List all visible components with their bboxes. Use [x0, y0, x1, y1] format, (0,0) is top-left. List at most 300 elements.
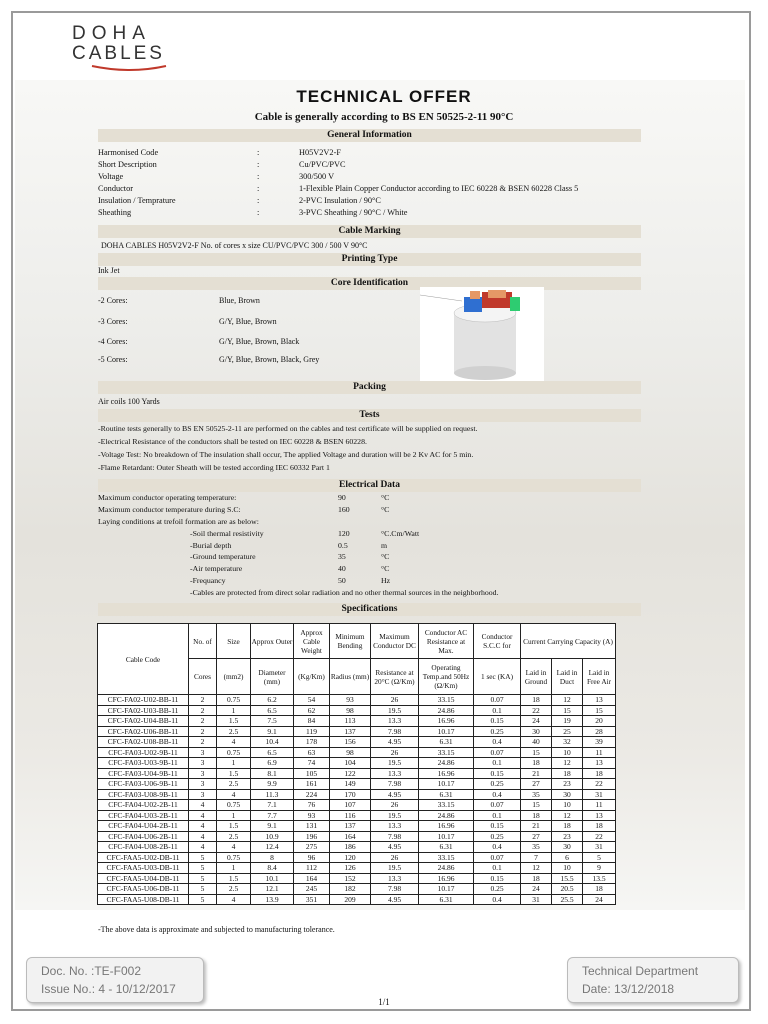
table-row [98, 863, 616, 874]
table-cell: 12 [552, 695, 583, 706]
table-row [98, 716, 616, 727]
core-label: -4 Cores: [98, 337, 128, 346]
table-cell: 224 [294, 789, 330, 800]
table-cell: 107 [330, 800, 371, 811]
table-cell: 13.3 [371, 716, 419, 727]
table-row [98, 768, 616, 779]
table-cell: 0.1 [474, 810, 521, 821]
table-cell: 4 [189, 810, 217, 821]
condition-label: -Soil thermal resistivity [190, 529, 264, 538]
table-cell: 23 [552, 831, 583, 842]
table-cell: 0.1 [474, 863, 521, 874]
table-cell: 5 [189, 894, 217, 905]
table-cell: 25.5 [552, 894, 583, 905]
table-row [98, 705, 616, 716]
section-electrical-heading: Electrical Data [98, 479, 641, 492]
condition-label: -Air temperature [190, 564, 243, 573]
table-cell: 28 [583, 726, 616, 737]
th-dc-top: Maximum Conductor DC [371, 624, 419, 659]
table-row [98, 894, 616, 905]
table-cell: 7 [521, 852, 552, 863]
table-cell: 112 [294, 863, 330, 874]
table-row [98, 810, 616, 821]
table-cell: 0.07 [474, 747, 521, 758]
table-cell: 3 [189, 789, 217, 800]
table-cell: 21 [521, 821, 552, 832]
table-cell: 35 [521, 789, 552, 800]
table-cell: 12.4 [251, 842, 294, 853]
table-cell: 126 [330, 863, 371, 874]
table-cell: 76 [294, 800, 330, 811]
table-cell: 19.5 [371, 863, 419, 874]
table-cell: 6.31 [419, 737, 474, 748]
th-dc-bot: Resistance at 20°C (Ω/Km) [371, 659, 419, 695]
table-cell: 22 [583, 779, 616, 790]
table-cell: 16.96 [419, 768, 474, 779]
table-cell: 0.25 [474, 831, 521, 842]
table-cell: 182 [330, 884, 371, 895]
core-colors: Blue, Brown [219, 296, 260, 305]
table-cell: 32 [552, 737, 583, 748]
core-colors: G/Y, Blue, Brown, Black [219, 337, 300, 346]
table-cell: 27 [521, 831, 552, 842]
condition-unit: °C.Cm/Watt [381, 529, 420, 538]
table-cell: 18 [583, 821, 616, 832]
condition-label: -Frequancy [190, 576, 226, 585]
table-cell: 5 [189, 863, 217, 874]
footnote: -The above data is approximate and subjected to manufacturing tolerance. [98, 925, 335, 934]
th-sc-bot: 1 sec (KA) [474, 659, 521, 695]
laying-conditions-label: Laying conditions at trefoil formation are as below: [98, 517, 259, 526]
table-cell: CFC-FA03-U04-9B-11 [98, 768, 189, 779]
table-cell: 22 [583, 831, 616, 842]
table-cell: 84 [294, 716, 330, 727]
table-cell: 30 [552, 842, 583, 853]
table-cell: 5 [189, 852, 217, 863]
table-cell: 131 [294, 821, 330, 832]
general-value: 3-PVC Sheathing / 90°C / White [299, 208, 408, 217]
table-cell: 186 [330, 842, 371, 853]
table-cell: 33.15 [419, 695, 474, 706]
table-cell: CFC-FA02-U04-BB-11 [98, 716, 189, 727]
table-row [98, 873, 616, 884]
table-cell: 6.2 [251, 695, 294, 706]
logo-line1: DOHA [72, 23, 151, 44]
table-cell: 63 [294, 747, 330, 758]
table-cell: 9.9 [251, 779, 294, 790]
table-cell: 19 [552, 716, 583, 727]
table-cell: 7.98 [371, 884, 419, 895]
table-cell: 9 [583, 863, 616, 874]
table-cell: 23 [552, 779, 583, 790]
table-cell: 7.1 [251, 800, 294, 811]
table-cell: 18 [583, 884, 616, 895]
table-cell: 275 [294, 842, 330, 853]
table-cell: 1.5 [217, 716, 251, 727]
condition-label: -Burial depth [190, 541, 232, 550]
table-cell: 1.5 [217, 768, 251, 779]
table-cell: 0.1 [474, 705, 521, 716]
th-ac-bot: Operating Temp.and 50Hz (Ω/Km) [419, 659, 474, 695]
table-cell: 93 [330, 695, 371, 706]
table-cell: 33.15 [419, 852, 474, 863]
table-cell: 11 [583, 747, 616, 758]
condition-unit: Hz [381, 576, 391, 585]
table-cell: 7.98 [371, 726, 419, 737]
general-label: Short Description [98, 160, 157, 169]
table-cell: 16.96 [419, 716, 474, 727]
table-cell: CFC-FA02-U08-BB-11 [98, 737, 189, 748]
table-cell: 54 [294, 695, 330, 706]
table-cell: 31 [583, 789, 616, 800]
page-number: 1/1 [378, 997, 390, 1007]
condition-value: 120 [338, 529, 350, 538]
table-cell: 18 [552, 768, 583, 779]
electrical-label: Maximum conductor temperature during S.C: [98, 505, 241, 514]
table-cell: 3 [189, 758, 217, 769]
th-duct: Laid in Duct [552, 659, 583, 695]
logo-line2: CABLES [72, 43, 165, 64]
table-cell: 4 [189, 842, 217, 853]
table-cell: 0.15 [474, 716, 521, 727]
table-cell: 4 [217, 789, 251, 800]
table-cell: 26 [371, 747, 419, 758]
table-cell: CFC-FA03-U03-9B-11 [98, 758, 189, 769]
table-cell: 3 [189, 747, 217, 758]
printing-type-text: Ink Jet [98, 266, 120, 275]
table-cell: 5 [583, 852, 616, 863]
table-cell: 113 [330, 716, 371, 727]
general-label: Conductor [98, 184, 134, 193]
table-cell: CFC-FA04-U04-2B-11 [98, 821, 189, 832]
table-cell: 39 [583, 737, 616, 748]
table-cell: 12 [552, 810, 583, 821]
table-row [98, 852, 616, 863]
table-cell: 11 [583, 800, 616, 811]
table-cell: 7.5 [251, 716, 294, 727]
table-cell: 22 [521, 705, 552, 716]
table-cell: 18 [521, 695, 552, 706]
table-cell: 0.25 [474, 884, 521, 895]
table-cell: 6.5 [251, 705, 294, 716]
th-air: Laid in Free Air [583, 659, 616, 695]
table-cell: 104 [330, 758, 371, 769]
section-general-heading: General Information [98, 129, 641, 142]
table-cell: CFC-FAA5-U08-DB-11 [98, 894, 189, 905]
table-cell: 6.31 [419, 894, 474, 905]
table-cell: 4.95 [371, 789, 419, 800]
table-cell: 1 [217, 810, 251, 821]
general-label: Harmonised Code [98, 148, 159, 157]
table-cell: 4 [217, 894, 251, 905]
table-cell: 12 [552, 758, 583, 769]
table-row [98, 800, 616, 811]
table-cell: 18 [552, 821, 583, 832]
test-line: -Routine tests generally to BS EN 50525-2-11 are performed on the cables and test certificate will be supplied on request. [98, 424, 478, 433]
table-cell: CFC-FA04-U02-2B-11 [98, 800, 189, 811]
table-cell: 13.3 [371, 873, 419, 884]
table-cell: 10.4 [251, 737, 294, 748]
test-line: -Flame Retardant: Outer Sheath will be tested according IEC 60332 Part 1 [98, 463, 330, 472]
table-cell: 13.3 [371, 768, 419, 779]
condition-value: 50 [338, 576, 346, 585]
section-tests-heading: Tests [98, 409, 641, 422]
table-cell: 149 [330, 779, 371, 790]
table-cell: 18 [521, 810, 552, 821]
table-cell: 10 [552, 863, 583, 874]
condition-label: -Ground temperature [190, 552, 256, 561]
table-cell: 351 [294, 894, 330, 905]
table-cell: 13.3 [371, 821, 419, 832]
th-bend-top: Minimum Bending [330, 624, 371, 659]
table-row [98, 779, 616, 790]
table-cell: 152 [330, 873, 371, 884]
table-cell: 4 [189, 831, 217, 842]
th-outer-bot: Diameter (mm) [251, 659, 294, 695]
th-cores-bot: Cores [189, 659, 217, 695]
doc-number: Doc. No. :TE-F002 [41, 964, 142, 978]
table-row [98, 695, 616, 706]
table-row [98, 842, 616, 853]
th-cores-top: No. of [189, 624, 217, 659]
colon: : [257, 208, 260, 217]
colon: : [257, 148, 260, 157]
table-cell: 6 [552, 852, 583, 863]
core-colors: G/Y, Blue, Brown, Black, Grey [219, 355, 320, 364]
test-line: -Voltage Test: No breakdown of The insulation shall occur, The applied Voltage and duration will be 2 Kv AC for 5 min. [98, 450, 474, 459]
table-cell: CFC-FA02-U06-BB-11 [98, 726, 189, 737]
table-cell: 16.96 [419, 873, 474, 884]
table-cell: 0.07 [474, 852, 521, 863]
table-cell: 0.4 [474, 789, 521, 800]
table-cell: 3 [189, 768, 217, 779]
condition-unit: °C [381, 564, 390, 573]
table-cell: 4.95 [371, 842, 419, 853]
general-label: Insulation / Temprature [98, 196, 176, 205]
table-cell: 1.5 [217, 821, 251, 832]
table-cell: 4.95 [371, 894, 419, 905]
table-cell: 10 [552, 800, 583, 811]
table-cell: 26 [371, 695, 419, 706]
table-cell: CFC-FA03-U02-9B-11 [98, 747, 189, 758]
table-cell: 7.7 [251, 810, 294, 821]
section-core-heading: Core Identification [98, 277, 641, 290]
electrical-value: 90 [338, 493, 346, 502]
table-row [98, 737, 616, 748]
table-cell: 30 [521, 726, 552, 737]
logo-swoosh-icon [90, 64, 168, 74]
table-cell: 116 [330, 810, 371, 821]
table-cell: 7.98 [371, 831, 419, 842]
table-cell: 105 [294, 768, 330, 779]
table-cell: 4 [189, 821, 217, 832]
table-cell: 0.15 [474, 873, 521, 884]
table-cell: 20 [583, 716, 616, 727]
table-cell: 10.17 [419, 779, 474, 790]
table-cell: 2.5 [217, 831, 251, 842]
page-subtitle: Cable is generally according to BS EN 50525-2-11 90°C [254, 111, 514, 123]
table-cell: 8 [251, 852, 294, 863]
table-cell: 1.5 [217, 873, 251, 884]
specifications-table [97, 623, 616, 905]
table-cell: 0.25 [474, 779, 521, 790]
th-size-bot: (mm2) [217, 659, 251, 695]
table-cell: CFC-FAA5-U04-DB-11 [98, 873, 189, 884]
table-cell: CFC-FA04-U06-2B-11 [98, 831, 189, 842]
general-value: 1-Flexible Plain Copper Conductor according to IEC 60228 & BSEN 60228 Class 5 [299, 184, 579, 193]
table-row [98, 758, 616, 769]
table-row [98, 831, 616, 842]
table-cell: 1 [217, 705, 251, 716]
table-cell: 5 [189, 873, 217, 884]
table-cell: 8.1 [251, 768, 294, 779]
table-cell: 10.9 [251, 831, 294, 842]
section-printing-heading: Printing Type [98, 253, 641, 266]
table-cell: 12 [521, 863, 552, 874]
general-value: H05V2V2-F [299, 148, 341, 157]
electrical-label: Maximum conductor operating temperature: [98, 493, 237, 502]
table-cell: 209 [330, 894, 371, 905]
table-cell: 120 [330, 852, 371, 863]
colon: : [257, 172, 260, 181]
table-cell: 0.07 [474, 695, 521, 706]
colon: : [257, 184, 260, 193]
table-cell: 96 [294, 852, 330, 863]
table-cell: 24 [583, 894, 616, 905]
table-cell: 24 [521, 884, 552, 895]
table-cell: 122 [330, 768, 371, 779]
condition-value: 40 [338, 564, 346, 573]
th-outer-top: Approx Outer [251, 624, 294, 659]
department-name: Technical Department [582, 964, 699, 978]
page-title: TECHNICAL OFFER [296, 87, 472, 106]
table-cell: 15 [521, 747, 552, 758]
table-cell: 33.15 [419, 747, 474, 758]
electrical-unit: °C [381, 505, 390, 514]
table-cell: 6.31 [419, 842, 474, 853]
condition-value: 0.5 [338, 541, 348, 550]
table-row [98, 747, 616, 758]
table-cell: 0.4 [474, 737, 521, 748]
table-cell: 35 [521, 842, 552, 853]
packing-text: Air coils 100 Yards [98, 397, 160, 406]
colon: : [257, 160, 260, 169]
table-cell: 2 [189, 716, 217, 727]
table-cell: 137 [330, 726, 371, 737]
table-cell: 1 [217, 758, 251, 769]
electrical-unit: °C [381, 493, 390, 502]
table-cell: CFC-FA04-U03-2B-11 [98, 810, 189, 821]
table-cell: 20.5 [552, 884, 583, 895]
th-sc-top: Conductor S.C.C for [474, 624, 521, 659]
table-cell: 16.96 [419, 821, 474, 832]
table-cell: 0.25 [474, 726, 521, 737]
table-cell: 62 [294, 705, 330, 716]
electrical-value: 160 [338, 505, 350, 514]
table-cell: CFC-FAA5-U03-DB-11 [98, 863, 189, 874]
table-cell: 9.1 [251, 821, 294, 832]
th-weight-bot: (Kg/Km) [294, 659, 330, 695]
table-cell: 40 [521, 737, 552, 748]
condition-unit: m [381, 541, 388, 550]
table-cell: 7.98 [371, 779, 419, 790]
table-cell: 6.31 [419, 789, 474, 800]
table-cell: 0.75 [217, 747, 251, 758]
table-cell: 24.86 [419, 705, 474, 716]
th-ccc: Current Carrying Capacity (A) [521, 624, 616, 659]
table-cell: 13 [583, 695, 616, 706]
table-row [98, 789, 616, 800]
table-cell: 15 [521, 800, 552, 811]
table-cell: 10.17 [419, 726, 474, 737]
table-cell: CFC-FA03-U08-9B-11 [98, 789, 189, 800]
section-packing-heading: Packing [98, 381, 641, 394]
table-cell: 245 [294, 884, 330, 895]
table-cell: 119 [294, 726, 330, 737]
core-label: -5 Cores: [98, 355, 128, 364]
condition-value: 35 [338, 552, 346, 561]
table-cell: 164 [330, 831, 371, 842]
table-cell: 13 [583, 758, 616, 769]
th-weight-top: Approx Cable Weight [294, 624, 330, 659]
table-cell: 0.07 [474, 800, 521, 811]
section-marking-heading: Cable Marking [98, 225, 641, 238]
table-cell: 24 [521, 716, 552, 727]
th-ground: Laid in Ground [521, 659, 552, 695]
table-cell: 0.75 [217, 800, 251, 811]
table-cell: 196 [294, 831, 330, 842]
table-cell: 15 [552, 705, 583, 716]
table-cell: 19.5 [371, 810, 419, 821]
table-cell: 18 [521, 873, 552, 884]
cable-cross-section-image [420, 287, 544, 382]
core-colors: G/Y, Blue, Brown [219, 317, 277, 326]
table-cell: 21 [521, 768, 552, 779]
table-cell: 5 [189, 884, 217, 895]
condition-note: -Cables are protected from direct solar radiation and no other thermal sources in the neighborhood. [190, 588, 499, 597]
table-cell: 93 [294, 810, 330, 821]
table-cell: 74 [294, 758, 330, 769]
table-cell: 98 [330, 705, 371, 716]
table-cell: 164 [294, 873, 330, 884]
table-cell: 26 [371, 800, 419, 811]
table-cell: 25 [552, 726, 583, 737]
table-cell: 2.5 [217, 779, 251, 790]
general-value: 300/500 V [299, 172, 335, 181]
table-cell: 19.5 [371, 705, 419, 716]
table-cell: 24.86 [419, 758, 474, 769]
table-cell: 0.15 [474, 768, 521, 779]
colon: : [257, 196, 260, 205]
table-cell: 13.9 [251, 894, 294, 905]
table-cell: 15 [583, 705, 616, 716]
table-cell: 0.75 [217, 695, 251, 706]
th-ac-top: Conductor AC Resistance at Max. [419, 624, 474, 659]
table-cell: 0.75 [217, 852, 251, 863]
table-cell: CFC-FA02-U03-BB-11 [98, 705, 189, 716]
table-cell: 31 [583, 842, 616, 853]
table-cell: 24.86 [419, 810, 474, 821]
table-cell: 137 [330, 821, 371, 832]
table-cell: 24.86 [419, 863, 474, 874]
table-cell: 2 [189, 695, 217, 706]
specifications-body [98, 695, 616, 905]
table-cell: 161 [294, 779, 330, 790]
table-cell: 6.5 [251, 747, 294, 758]
table-cell: 3 [189, 779, 217, 790]
table-row [98, 726, 616, 737]
table-cell: 15.5 [552, 873, 583, 884]
